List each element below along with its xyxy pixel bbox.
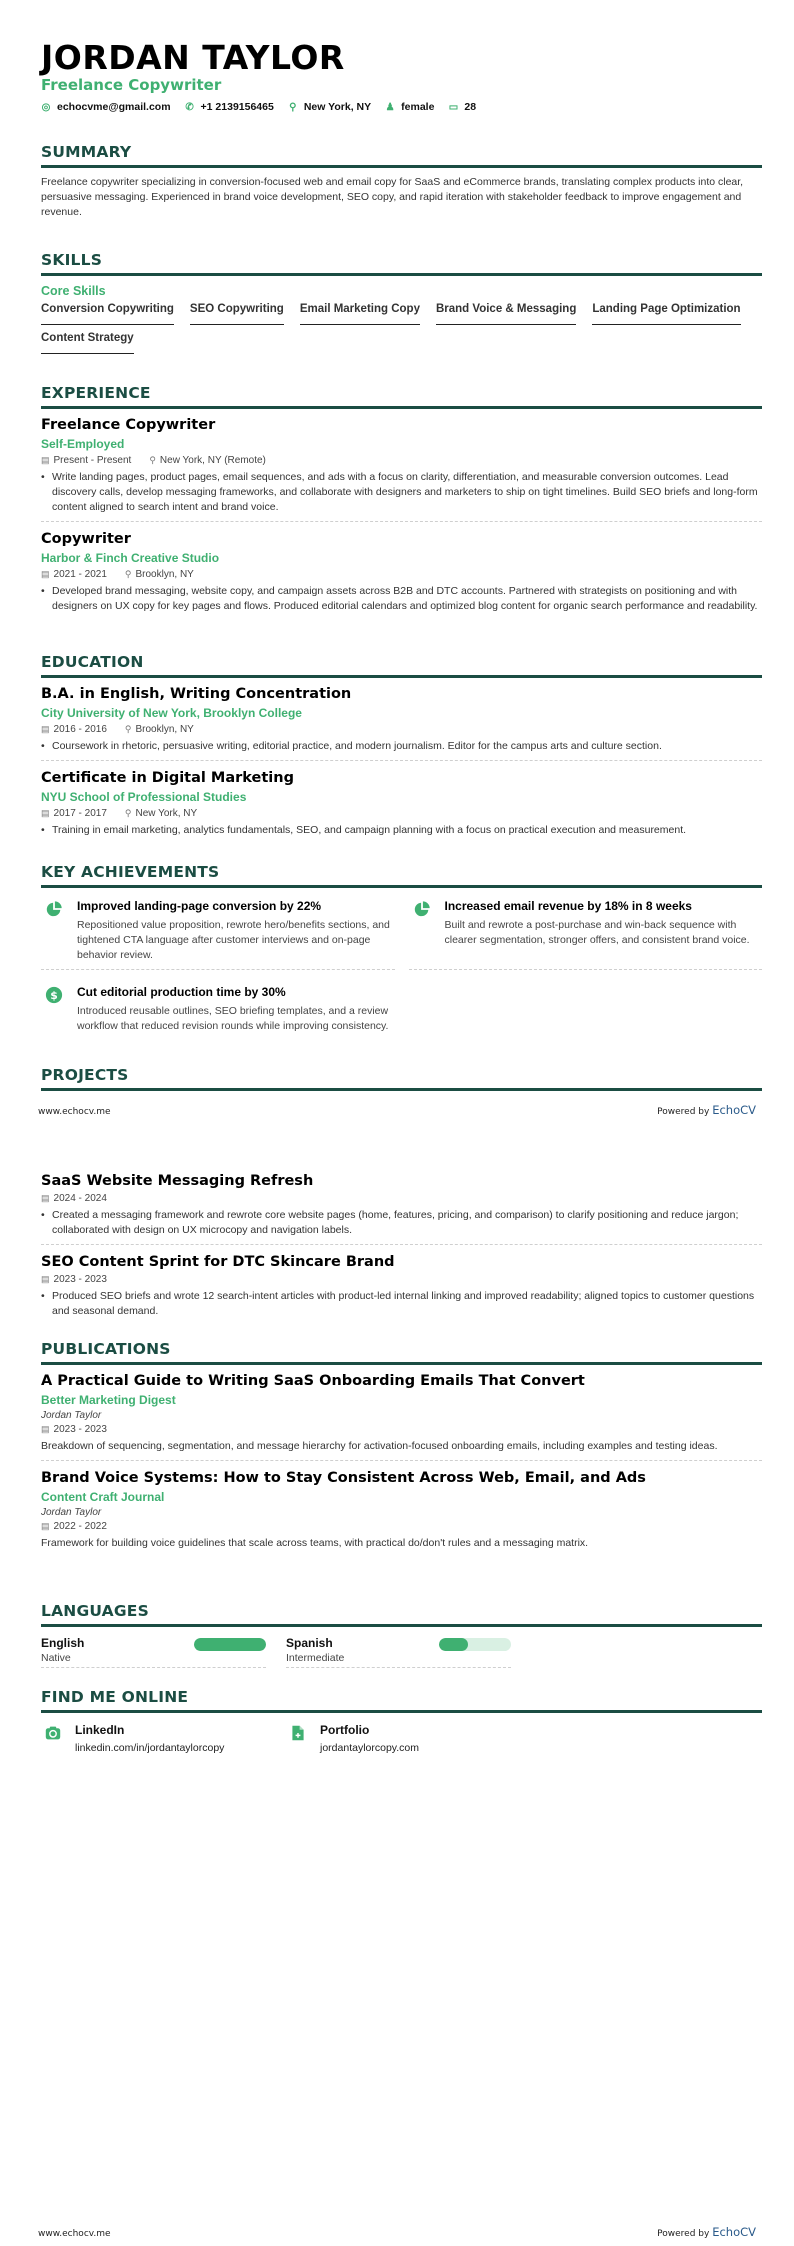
language-proficiency-bar bbox=[439, 1638, 511, 1651]
education-entry bbox=[41, 684, 762, 761]
calendar-icon: ▭ bbox=[448, 101, 459, 113]
publication-desc: Framework for building voice guidelines that scale across teams, with practical do/don't rules and a messaging matrix. bbox=[41, 1537, 589, 1549]
phone-value: +1 2139156465 bbox=[200, 101, 274, 113]
skill-item: Email Marketing Copy bbox=[300, 302, 420, 325]
section-title: KEY ACHIEVEMENTS bbox=[41, 863, 220, 881]
experience-section bbox=[41, 383, 762, 627]
location-value: New York, NY bbox=[303, 101, 372, 113]
skill-item: Landing Page Optimization bbox=[592, 302, 740, 325]
location-icon: ⚲ bbox=[289, 101, 297, 113]
language-name: Spanish bbox=[286, 1636, 333, 1650]
skill-item: Content Strategy bbox=[41, 331, 134, 354]
experience-entry bbox=[41, 415, 762, 522]
contact-gender bbox=[385, 101, 434, 113]
section-divider bbox=[41, 1362, 762, 1365]
calendar-icon: ▤ bbox=[41, 808, 50, 818]
language-level: Native bbox=[41, 1652, 71, 1664]
achievement-title: Increased email revenue by 18% in 8 weeks bbox=[444, 899, 692, 913]
publication-author: Jordan Taylor bbox=[41, 1410, 102, 1421]
online-list bbox=[41, 1721, 762, 1754]
project-bullet: • Created a messaging framework and rewrote core website pages (home, features, pricing, and comparison) to clarify positioning and reduce jargon; collaborated with design on UX microcopy and navigation labels. bbox=[41, 1208, 762, 1238]
education-location: New York, NY bbox=[135, 808, 198, 819]
publication-meta bbox=[41, 1519, 762, 1534]
contact-age bbox=[448, 101, 476, 113]
job-location: New York, NY (Remote) bbox=[159, 455, 266, 466]
section-divider bbox=[41, 885, 762, 888]
gender-value: female bbox=[401, 101, 435, 113]
svg-text:$: $ bbox=[50, 989, 58, 1003]
section-divider bbox=[41, 1624, 762, 1627]
school: NYU School of Professional Studies bbox=[41, 790, 247, 804]
education-dates: 2017 - 2017 bbox=[53, 808, 107, 819]
location-icon: ⚲ bbox=[124, 569, 132, 579]
projects-section bbox=[41, 1065, 762, 1091]
section-title: EXPERIENCE bbox=[41, 384, 151, 402]
calendar-icon: ▤ bbox=[41, 1193, 50, 1203]
calendar-icon: ▤ bbox=[41, 724, 50, 734]
section-title: PROJECTS bbox=[41, 1066, 129, 1084]
section-title: LANGUAGES bbox=[41, 1602, 149, 1620]
job-meta bbox=[41, 453, 762, 468]
language-item bbox=[286, 1635, 511, 1668]
education-meta bbox=[41, 722, 762, 737]
section-divider bbox=[41, 273, 762, 276]
project-name: SaaS Website Messaging Refresh bbox=[41, 1173, 314, 1189]
online-label: LinkedIn bbox=[75, 1723, 125, 1737]
location-icon: ⚲ bbox=[124, 724, 132, 734]
achievement-grid bbox=[41, 894, 762, 1050]
language-level: Intermediate bbox=[286, 1652, 345, 1664]
online-label: Portfolio bbox=[320, 1723, 370, 1737]
project-dates: 2024 - 2024 bbox=[53, 1193, 107, 1204]
project-meta bbox=[41, 1272, 762, 1287]
skill-item: Conversion Copywriting bbox=[41, 302, 174, 325]
skill-item: Brand Voice & Messaging bbox=[436, 302, 576, 325]
achievements-section bbox=[41, 862, 762, 1050]
contact-row bbox=[41, 101, 476, 113]
online-url[interactable]: linkedin.com/in/jordantaylorcopy bbox=[75, 1742, 225, 1754]
file-add-icon bbox=[290, 1725, 306, 1741]
project-meta bbox=[41, 1191, 762, 1206]
school: City University of New York, Brooklyn College bbox=[41, 706, 302, 720]
job-dates: 2021 - 2021 bbox=[53, 569, 107, 580]
pie-chart-icon bbox=[45, 900, 63, 918]
degree: B.A. in English, Writing Concentration bbox=[41, 686, 352, 702]
section-divider bbox=[41, 1088, 762, 1091]
skill-item: SEO Copywriting bbox=[190, 302, 284, 325]
contact-email[interactable] bbox=[41, 101, 171, 113]
calendar-icon: ▤ bbox=[41, 1274, 50, 1284]
achievement-desc: Introduced reusable outlines, SEO briefing templates, and a review workflow that reduced revision rounds while improving consistency. bbox=[77, 1005, 389, 1032]
footer-powered-by bbox=[657, 2225, 756, 2239]
email-icon: ◎ bbox=[41, 101, 51, 113]
publication-meta bbox=[41, 1422, 762, 1437]
page-footer bbox=[38, 2225, 756, 2239]
education-bullet: • Training in email marketing, analytics fundamentals, SEO, and campaign planning with a focus on practical execution and measurement. bbox=[41, 823, 762, 838]
achievement-title: Cut editorial production time by 30% bbox=[77, 985, 286, 999]
education-section bbox=[41, 652, 762, 851]
online-item-linkedin[interactable] bbox=[41, 1721, 286, 1754]
section-title: PUBLICATIONS bbox=[41, 1340, 171, 1358]
project-entry bbox=[41, 1252, 762, 1325]
education-entry bbox=[41, 768, 762, 844]
project-dates: 2023 - 2023 bbox=[53, 1274, 107, 1285]
publication-publisher: Content Craft Journal bbox=[41, 1490, 165, 1504]
language-name: English bbox=[41, 1636, 85, 1650]
phone-icon: ✆ bbox=[185, 101, 194, 113]
publication-title: A Practical Guide to Writing SaaS Onboarding Emails That Convert bbox=[41, 1373, 585, 1389]
online-url[interactable]: jordantaylorcopy.com bbox=[320, 1742, 420, 1754]
publication-entry bbox=[41, 1371, 762, 1461]
powered-by-text: Powered by bbox=[657, 1107, 713, 1117]
publication-publisher: Better Marketing Digest bbox=[41, 1393, 176, 1407]
pie-chart-icon bbox=[413, 900, 431, 918]
section-divider bbox=[41, 1710, 762, 1713]
job-role: Copywriter bbox=[41, 531, 131, 547]
section-title: SKILLS bbox=[41, 251, 103, 269]
page-footer bbox=[38, 1103, 756, 1117]
language-item bbox=[41, 1635, 266, 1668]
publication-dates: 2022 - 2022 bbox=[53, 1521, 107, 1532]
language-proficiency-fill bbox=[439, 1638, 468, 1651]
online-item-portfolio[interactable] bbox=[286, 1721, 531, 1754]
education-location: Brooklyn, NY bbox=[135, 724, 194, 735]
brand-logo[interactable]: EchoCV bbox=[712, 1103, 756, 1117]
publications-section bbox=[41, 1339, 762, 1564]
education-dates: 2016 - 2016 bbox=[53, 724, 107, 735]
job-location: Brooklyn, NY bbox=[135, 569, 194, 580]
project-entry bbox=[41, 1171, 762, 1245]
publication-title: Brand Voice Systems: How to Stay Consistent Across Web, Email, and Ads bbox=[41, 1470, 646, 1486]
achievement-desc: Built and rewrote a post-purchase and win-back sequence with clearer segmentation, stronger offers, and consistent brand voice. bbox=[444, 919, 750, 946]
calendar-icon: ▤ bbox=[41, 455, 50, 465]
achievement-title: Improved landing-page conversion by 22% bbox=[77, 899, 322, 913]
projects-list bbox=[41, 1171, 762, 1332]
language-list bbox=[41, 1635, 762, 1668]
experience-entry bbox=[41, 529, 762, 620]
job-dates: Present - Present bbox=[53, 455, 132, 466]
footer-site-link[interactable]: www.echocv.me bbox=[38, 2229, 111, 2239]
publication-desc: Breakdown of sequencing, segmentation, and message hierarchy for activation-focused onboarding emails, including examples and testing ideas. bbox=[41, 1440, 718, 1452]
section-title: SUMMARY bbox=[41, 143, 132, 161]
section-title: EDUCATION bbox=[41, 653, 144, 671]
email-value: echocvme@gmail.com bbox=[57, 101, 171, 113]
project-name: SEO Content Sprint for DTC Skincare Brand bbox=[41, 1254, 395, 1270]
job-company: Harbor & Finch Creative Studio bbox=[41, 551, 220, 565]
achievement-item bbox=[41, 894, 395, 970]
skill-list bbox=[41, 302, 762, 360]
section-title: FIND ME ONLINE bbox=[41, 1688, 189, 1706]
brand-logo[interactable]: EchoCV bbox=[712, 2225, 756, 2239]
degree: Certificate in Digital Marketing bbox=[41, 770, 294, 786]
job-bullet: • Write landing pages, product pages, email sequences, and ads with a focus on clarity, differentiation, and measurable conversion outcomes. Lead discovery calls, develop messaging frameworks, and collaborate with designers and marketers to ship on tight timelines. Build SEO briefs and long-form content aligned to search intent and brand voice. bbox=[41, 470, 762, 515]
achievement-item bbox=[409, 894, 763, 970]
calendar-icon: ▤ bbox=[41, 1424, 50, 1434]
job-role: Freelance Copywriter bbox=[41, 417, 216, 433]
contact-phone[interactable] bbox=[185, 101, 274, 113]
section-divider bbox=[41, 165, 762, 168]
job-bullet: • Developed brand messaging, website copy, and campaign assets across B2B and DTC accounts. Partnered with strategists on positioning and with designers on UX copy for key pages and flows. Produced editorial calendars and optimized blog content for organic search performance and readability. bbox=[41, 584, 762, 614]
footer-powered-by bbox=[657, 1103, 756, 1117]
publication-entry bbox=[41, 1468, 762, 1557]
education-meta bbox=[41, 806, 762, 821]
summary-section bbox=[41, 142, 762, 220]
powered-by-text: Powered by bbox=[657, 2229, 713, 2239]
job-company: Self-Employed bbox=[41, 437, 125, 451]
location-icon: ⚲ bbox=[149, 455, 156, 465]
achievement-item bbox=[41, 980, 395, 1040]
age-value: 28 bbox=[464, 101, 477, 113]
skill-group-title: Core Skills bbox=[41, 284, 106, 298]
section-divider bbox=[41, 675, 762, 678]
languages-section bbox=[41, 1601, 762, 1668]
candidate-name: JORDAN TAYLOR bbox=[41, 38, 345, 77]
skills-section bbox=[41, 250, 762, 360]
language-proficiency-fill bbox=[194, 1638, 266, 1651]
job-meta bbox=[41, 567, 762, 582]
education-bullet: • Coursework in rhetoric, persuasive writing, editorial practice, and modern journalism. Editor for the campus arts and culture section. bbox=[41, 739, 762, 754]
location-icon: ⚲ bbox=[124, 808, 132, 818]
camera-icon bbox=[45, 1725, 61, 1741]
publication-dates: 2023 - 2023 bbox=[53, 1424, 107, 1435]
publication-author: Jordan Taylor bbox=[41, 1507, 102, 1518]
achievement-desc: Repositioned value proposition, rewrote hero/benefits sections, and tightened CTA language after customer interviews and on-page behavior review. bbox=[77, 919, 390, 961]
candidate-title: Freelance Copywriter bbox=[41, 76, 222, 94]
dollar-icon bbox=[45, 986, 63, 1004]
footer-site-link[interactable]: www.echocv.me bbox=[38, 1107, 111, 1117]
project-bullet: • Produced SEO briefs and wrote 12 search-intent articles with product-led internal linking and improved readability; aligned topics to customer questions and seasonal demand. bbox=[41, 1289, 762, 1319]
calendar-icon: ▤ bbox=[41, 1521, 50, 1531]
calendar-icon: ▤ bbox=[41, 569, 50, 579]
section-divider bbox=[41, 406, 762, 409]
online-section bbox=[41, 1687, 762, 1754]
summary-text: Freelance copywriter specializing in conversion-focused web and email copy for SaaS and eCommerce brands, translating complex products into clear, persuasive messaging. Experienced in brand voice development, SEO copy, and rapid iteration with stakeholder feedback to improve engagement and revenue. bbox=[41, 176, 744, 218]
language-proficiency-bar bbox=[194, 1638, 266, 1651]
contact-location bbox=[288, 101, 371, 113]
person-icon: ♟ bbox=[385, 101, 395, 113]
